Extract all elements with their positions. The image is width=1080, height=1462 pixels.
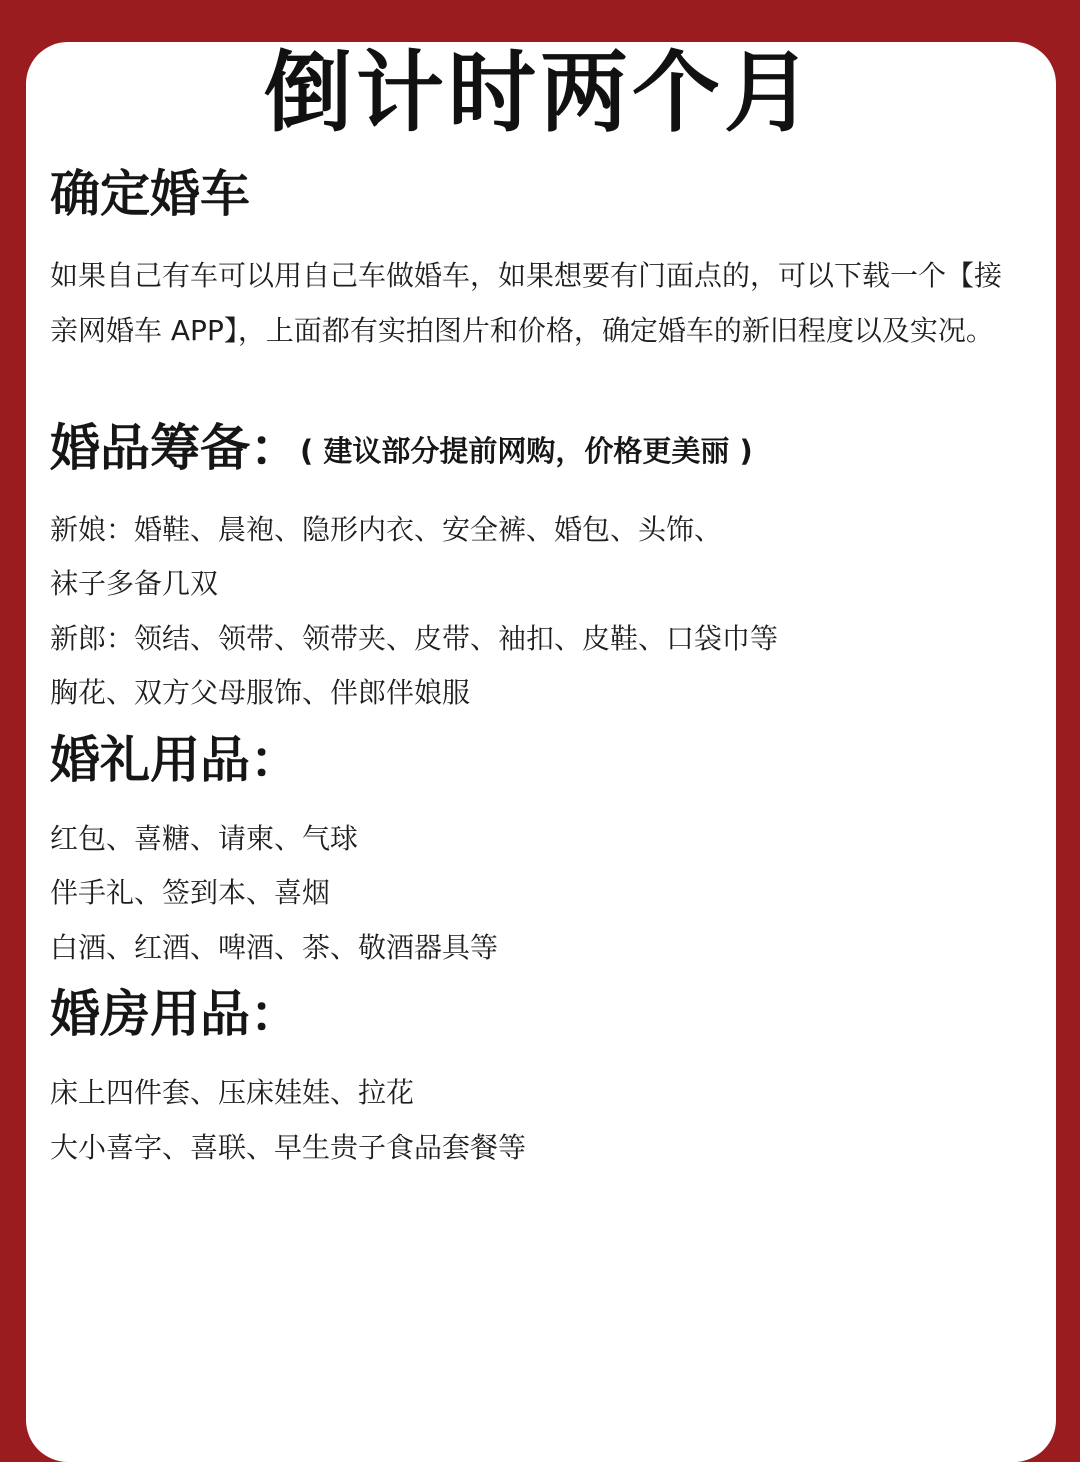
ceremony-items-line-2: 伴手礼、签到本、喜烟: [50, 876, 331, 909]
page-title: 倒计时两个月: [263, 41, 816, 144]
ceremony-items-line-1: 红包、喜糖、请柬、气球: [50, 822, 359, 855]
bride-items-line-2: 袜子多备几双: [50, 567, 219, 600]
family-items-line: 胸花、双方父母服饰、伴郎伴娘服: [50, 676, 471, 709]
section-heading-wedding-supplies: [50, 418, 753, 481]
wedding-supplies-note: ( 建议部分提前网购，价格更美丽 ): [300, 434, 753, 468]
wedding-supplies-title: 婚品筹备：: [50, 419, 300, 477]
bridal-room-line-2: 大小喜字、喜联、早生贵子食品套餐等: [50, 1131, 527, 1164]
groom-items-line: 新郎：领结、领带、领带夹、皮带、袖扣、皮鞋、口袋巾等: [50, 622, 779, 655]
ceremony-items-line-3: 白酒、红酒、啤酒、茶、敬酒器具等: [50, 931, 499, 964]
section-heading-bridal-room: 婚房用品：: [50, 985, 300, 1043]
bridal-room-line-1: 床上四件套、压床娃娃、拉花: [50, 1076, 415, 1109]
section-heading-ceremony-items: 婚礼用品：: [50, 731, 300, 789]
section-heading-wedding-car: 确定婚车: [50, 165, 250, 223]
bride-items-line: 新娘：婚鞋、晨袍、隐形内衣、安全裤、婚包、头饰、: [50, 513, 723, 546]
wedding-car-paragraph: 如果自己有车可以用自己车做婚车，如果想要有门面点的，可以下载一个【接亲网婚车 APP】，上面都有实拍图片和价格，确定婚车的新旧程度以及实况。: [50, 259, 1003, 347]
